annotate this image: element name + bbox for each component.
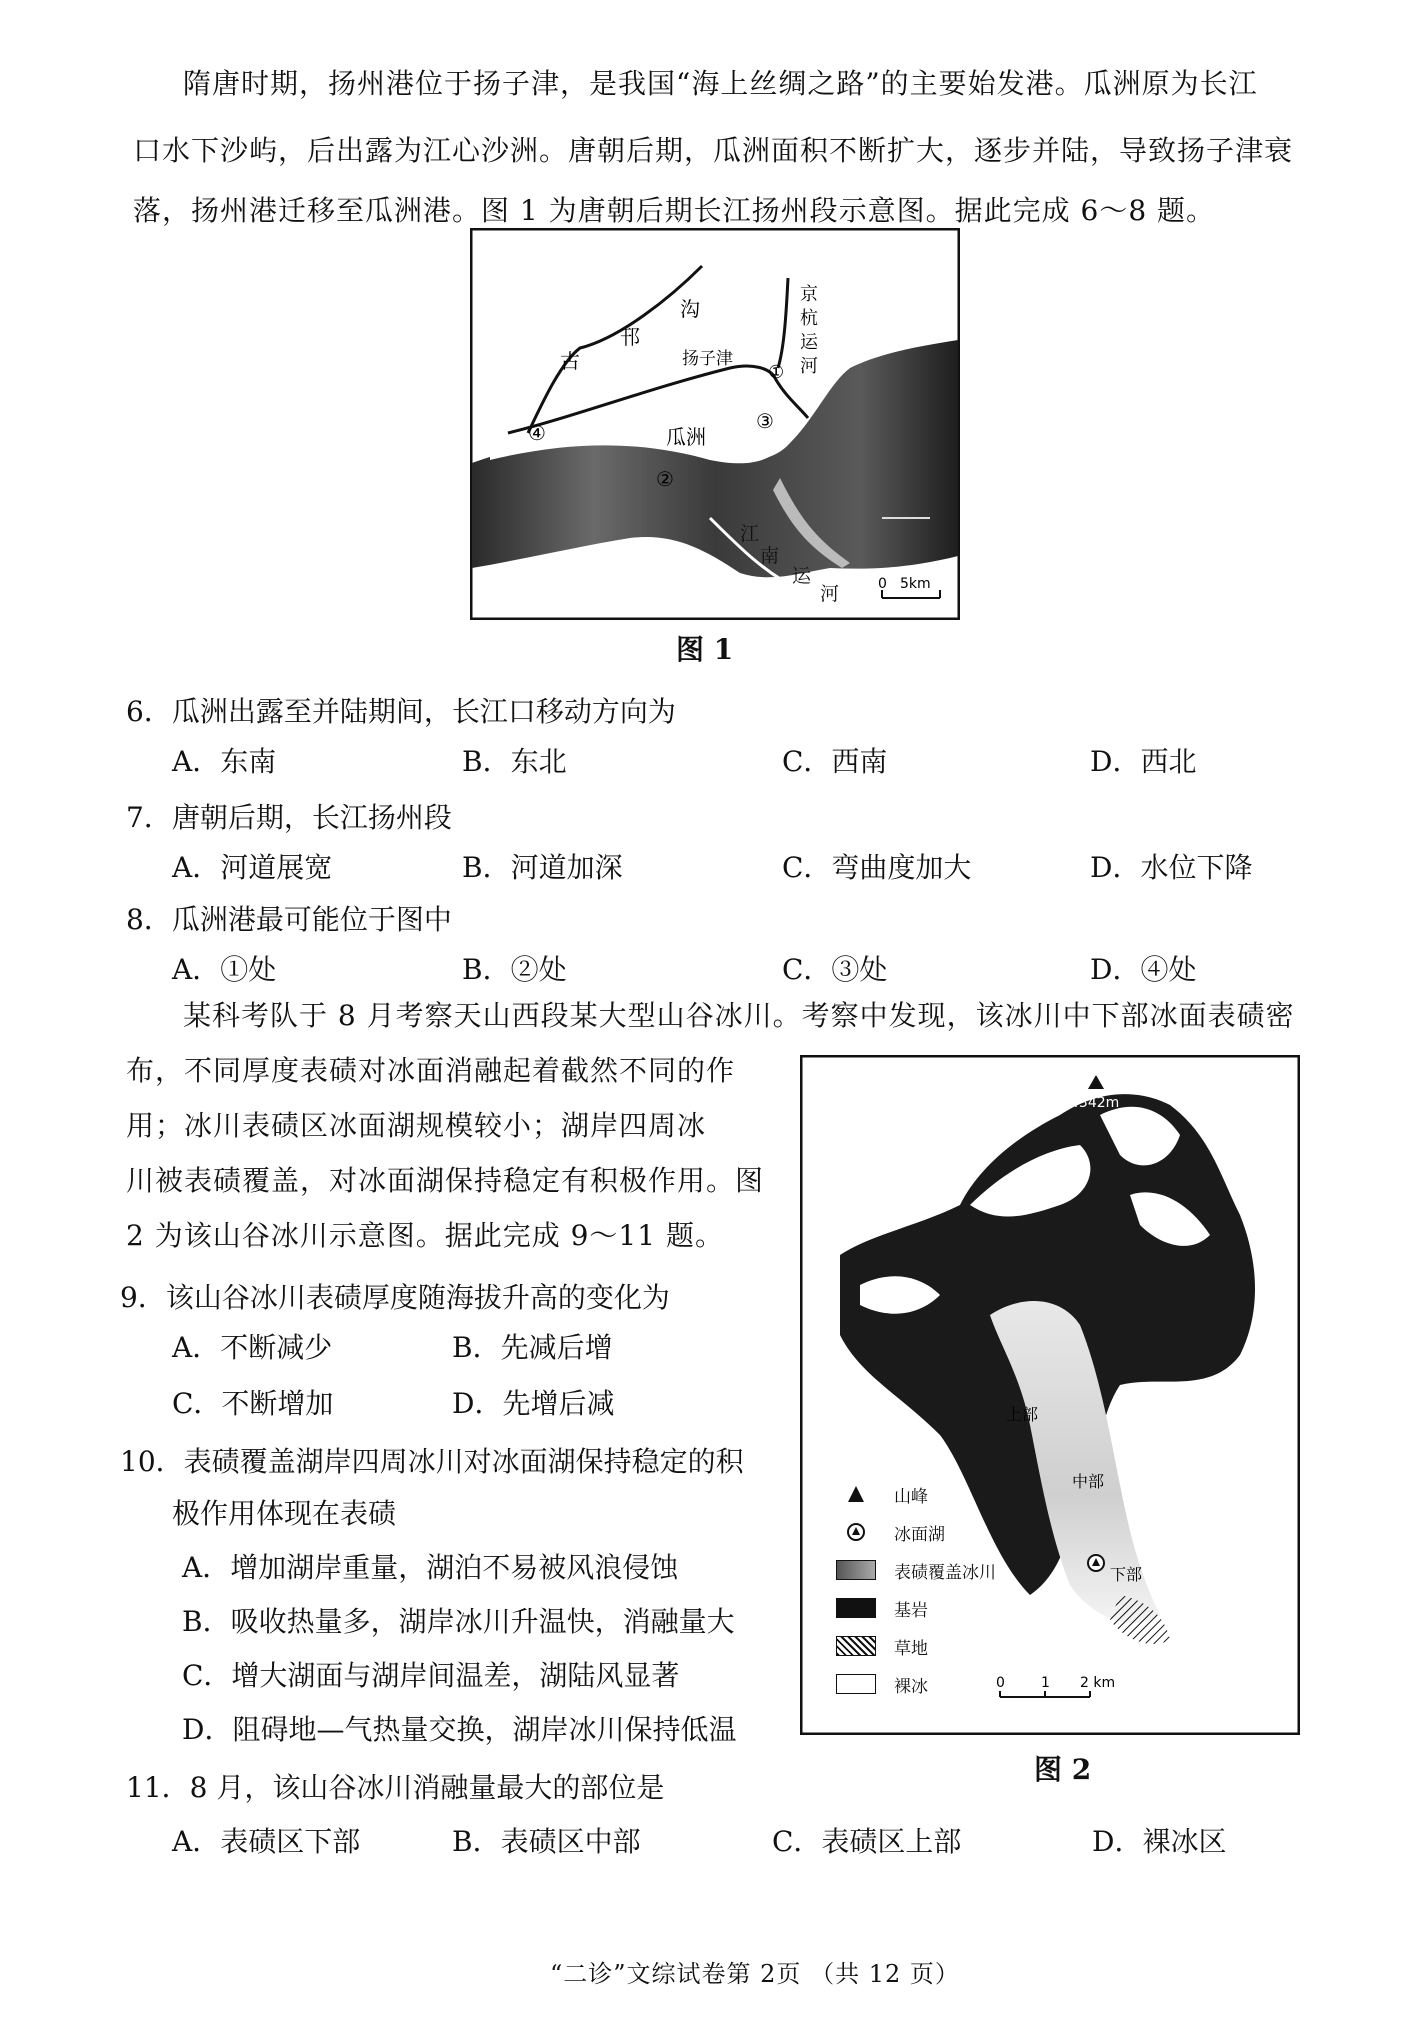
q6-option-b: B．东北 xyxy=(462,745,567,778)
legend-bedrock xyxy=(836,1589,996,1627)
q6-option-c: C．西南 xyxy=(782,745,888,778)
q11-option-b: B．表碛区中部 xyxy=(452,1825,641,1858)
zone-lower: 下部 xyxy=(1110,1565,1143,1584)
q10-option-c: C．增大湖面与湖岸间温差，湖陆风显著 xyxy=(182,1659,680,1692)
passage2-line2: 布，不同厚度表碛对冰面消融起着截然不同的作 xyxy=(126,1054,736,1087)
q7-option-a: A．河道展宽 xyxy=(172,851,333,884)
label-jiangnan-3: 运 xyxy=(792,565,812,587)
q8-option-a: A．①处 xyxy=(172,953,277,986)
legend-ice-lake-label: 冰面湖 xyxy=(894,1524,945,1545)
legend-debris-label: 表碛覆盖冰川 xyxy=(894,1562,996,1583)
q7-option-b: B．河道加深 xyxy=(462,851,623,884)
figure1-map xyxy=(470,228,960,620)
figure1-scale-end: 5km xyxy=(900,576,931,592)
point-1: ① xyxy=(768,362,785,383)
figure1-caption: 图 1 xyxy=(676,633,734,666)
q8-option-d: D．④处 xyxy=(1090,953,1197,986)
peak-elevation: 4342m xyxy=(1070,1095,1120,1111)
legend-grassland-swatch xyxy=(836,1636,876,1656)
legend-peak-label: 山峰 xyxy=(894,1486,928,1507)
label-gu: 古 xyxy=(560,349,580,373)
legend-bare-ice xyxy=(836,1665,996,1703)
label-jiangnan-2: 南 xyxy=(760,545,780,567)
zone-upper: 上部 xyxy=(1006,1405,1039,1424)
legend-peak xyxy=(836,1475,996,1513)
q9-option-b: B．先减后增 xyxy=(452,1331,613,1364)
passage2-line1: 某科考队于 8 月考察天山西段某大型山谷冰川。考察中发现，该冰川中下部冰面表碛密 xyxy=(183,999,1295,1032)
q7-option-d: D．水位下降 xyxy=(1090,851,1253,884)
q6-stem: 6．瓜洲出露至并陆期间，长江口移动方向为 xyxy=(126,695,676,728)
q7-stem: 7．唐朝后期，长江扬州段 xyxy=(126,801,452,834)
legend-debris xyxy=(836,1551,996,1589)
q9-stem: 9．该山谷冰川表碛厚度随海拔升高的变化为 xyxy=(120,1281,670,1314)
figure2-scale-0: 0 xyxy=(996,1675,1005,1691)
point-4: ④ xyxy=(528,421,546,445)
passage1-line1: 隋唐时期，扬州港位于扬子津，是我国“海上丝绸之路”的主要始发港。瓜洲原为长江 xyxy=(183,67,1258,100)
passage2-line4: 川被表碛覆盖，对冰面湖保持稳定有积极作用。图 xyxy=(126,1164,765,1197)
legend-bare-ice-label: 裸冰 xyxy=(894,1676,928,1697)
figure2-scale-1: 1 xyxy=(1041,1675,1050,1691)
zone-middle: 中部 xyxy=(1072,1472,1105,1491)
legend-ice-lake-icon xyxy=(836,1522,876,1542)
q11-option-d: D．裸冰区 xyxy=(1092,1825,1227,1858)
legend-bedrock-swatch xyxy=(836,1598,876,1618)
passage1-line2: 口水下沙屿，后出露为江心沙洲。唐朝后期，瓜洲面积不断扩大，逐步并陆，导致扬子津衰 xyxy=(133,134,1294,167)
label-han: 邗 xyxy=(620,325,640,349)
page-footer: “二诊”文综试卷第 2页 （共 12 页） xyxy=(550,1960,960,1988)
q8-option-c: C．③处 xyxy=(782,953,888,986)
label-jiangnan-4: 河 xyxy=(820,583,840,605)
label-guazhou: 瓜洲 xyxy=(666,425,706,449)
q8-stem: 8．瓜洲港最可能位于图中 xyxy=(126,903,452,936)
q11-stem: 11．8 月，该山谷冰川消融量最大的部位是 xyxy=(126,1771,665,1804)
figure2-legend xyxy=(836,1475,996,1703)
figure1-scale-zero: 0 xyxy=(878,576,887,592)
legend-ice-lake xyxy=(836,1513,996,1551)
q10-stem-line1: 10．表碛覆盖湖岸四周冰川对冰面湖保持稳定的积 xyxy=(120,1445,744,1478)
q10-option-a: A．增加湖岸重量，湖泊不易被风浪侵蚀 xyxy=(182,1551,679,1584)
q10-option-d: D．阻碍地—气热量交换，湖岸冰川保持低温 xyxy=(182,1713,737,1746)
q10-option-b: B．吸收热量多，湖岸冰川升温快，消融量大 xyxy=(182,1605,735,1638)
legend-bedrock-label: 基岩 xyxy=(894,1600,928,1621)
figure2-caption: 图 2 xyxy=(1034,1753,1092,1786)
q9-option-c: C．不断增加 xyxy=(172,1387,334,1420)
point-2: ② xyxy=(656,467,674,491)
passage2-line5: 2 为该山谷冰川示意图。据此完成 9～11 题。 xyxy=(126,1219,724,1252)
passage2-line3: 用；冰川表碛区冰面湖规模较小；湖岸四周冰 xyxy=(126,1109,707,1142)
q6-option-d: D．西北 xyxy=(1090,745,1197,778)
label-jinghang-4: 河 xyxy=(800,356,818,377)
q11-option-c: C．表碛区上部 xyxy=(772,1825,962,1858)
q9-option-d: D．先增后减 xyxy=(452,1387,615,1420)
q8-option-b: B．②处 xyxy=(462,953,567,986)
point-3: ③ xyxy=(756,409,774,433)
q6-option-a: A．东南 xyxy=(172,745,277,778)
passage1-line3: 落，扬州港迁移至瓜洲港。图 1 为唐朝后期长江扬州段示意图。据此完成 6～8 题。 xyxy=(133,194,1216,227)
figure2-scale-2: 2 km xyxy=(1080,1675,1116,1691)
legend-grassland xyxy=(836,1627,996,1665)
q11-option-a: A．表碛区下部 xyxy=(172,1825,361,1858)
legend-peak-icon xyxy=(836,1484,876,1504)
label-yangzijin: 扬子津 xyxy=(682,349,733,369)
q10-stem-line2: 极作用体现在表碛 xyxy=(172,1497,397,1530)
label-jinghang-1: 京 xyxy=(800,284,818,305)
label-jiangnan-1: 江 xyxy=(740,523,760,545)
legend-debris-swatch xyxy=(836,1560,876,1580)
label-gou: 沟 xyxy=(680,297,700,321)
q9-option-a: A．不断减少 xyxy=(172,1331,333,1364)
legend-grassland-label: 草地 xyxy=(894,1638,928,1659)
legend-bare-ice-swatch xyxy=(836,1674,876,1694)
label-jinghang-2: 杭 xyxy=(800,308,818,329)
q7-option-c: C．弯曲度加大 xyxy=(782,851,972,884)
label-jinghang-3: 运 xyxy=(800,332,818,353)
